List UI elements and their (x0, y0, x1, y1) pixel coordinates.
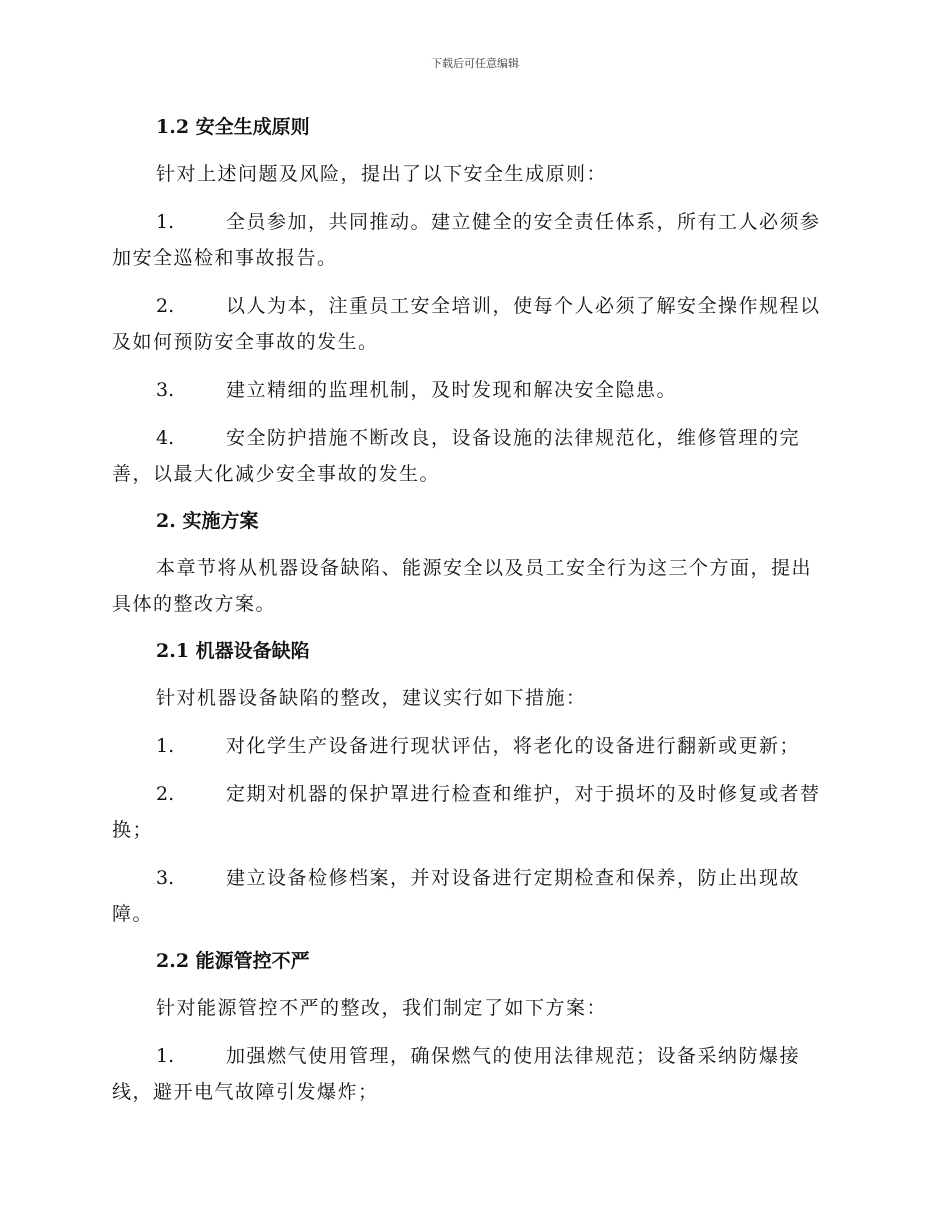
list-item-text: 建立设备检修档案，并对设备进行定期检查和保养，防止出现故障。 (112, 867, 801, 925)
list-item (112, 728, 832, 764)
list-item-number: 1. (156, 1045, 175, 1067)
list-item-text: 安全防护措施不断改良，设备设施的法律规范化，维修管理的完善，以最大化减少安全事故的发生。 (112, 427, 801, 485)
list-item (112, 372, 832, 408)
document-body (112, 110, 832, 1122)
list-item-number: 2. (156, 783, 175, 805)
list-item (112, 204, 832, 276)
list-item (112, 1038, 832, 1110)
section-heading: 2.1 机器设备缺陷 (156, 640, 310, 662)
list-item-number: 3. (156, 379, 175, 401)
section-heading: 1.2 安全生成原则 (156, 116, 310, 138)
list-item-number: 1. (156, 735, 175, 757)
page-header: 下载后可任意编辑 (431, 57, 519, 70)
paragraph: 针对能源管控不严的整改，我们制定了如下方案： (156, 997, 608, 1019)
list-item-text: 对化学生产设备进行现状评估，将老化的设备进行翻新或更新； (226, 735, 801, 757)
list-item-number: 4. (156, 427, 175, 449)
paragraph: 本章节将从机器设备缺陷、能源安全以及员工安全行为这三个方面，提出具体的整改方案。 (112, 557, 813, 615)
paragraph: 针对机器设备缺陷的整改，建议实行如下措施： (156, 687, 587, 709)
list-item-number: 2. (156, 295, 175, 317)
list-item-text: 建立精细的监理机制，及时发现和解决安全隐患。 (226, 379, 678, 401)
list-item (112, 776, 832, 848)
list-item (112, 288, 832, 360)
section-heading: 2. 实施方案 (156, 510, 259, 532)
list-item (112, 860, 832, 932)
list-item-text: 以人为本，注重员工安全培训，使每个人必须了解安全操作规程以及如何预防安全事故的发生。 (112, 295, 821, 353)
list-item-number: 3. (156, 867, 175, 889)
section-heading: 2.2 能源管控不严 (156, 950, 310, 972)
list-item-number: 1. (156, 211, 175, 233)
paragraph: 针对上述问题及风险，提出了以下安全生成原则： (156, 163, 608, 185)
list-item (112, 420, 832, 492)
list-item-text: 加强燃气使用管理，确保燃气的使用法律规范；设备采纳防爆接线，避开电气故障引发爆炸； (112, 1045, 801, 1103)
list-item-text: 全员参加，共同推动。建立健全的安全责任体系，所有工人必须参加安全巡检和事故报告。 (112, 211, 821, 269)
list-item-text: 定期对机器的保护罩进行检查和维护，对于损坏的及时修复或者替换； (112, 783, 821, 841)
